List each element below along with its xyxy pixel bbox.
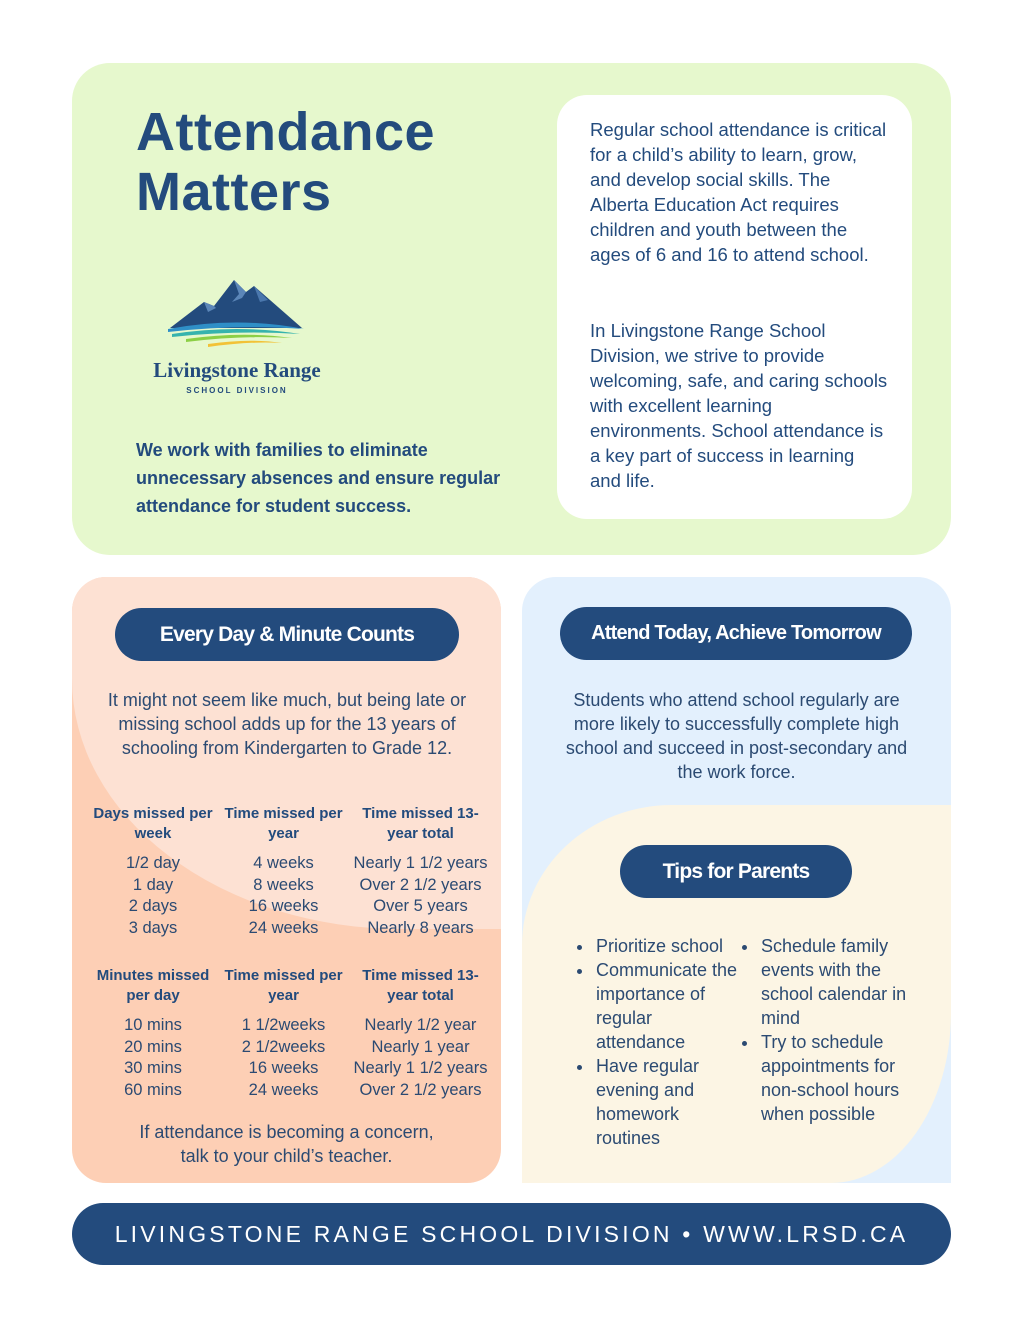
division-logo [142,272,342,402]
footer-banner: LIVINGSTONE RANGE SCHOOL DIVISION • WWW.LRSD.CA [72,1203,951,1265]
table-cell: 4 weeks [253,854,314,872]
table-header: Time missed per year [224,967,343,1004]
table-cell: 60 mins [124,1080,182,1099]
table-cell: Nearly 1 1/2 years [353,854,488,872]
table-cell: 20 mins [124,1037,182,1056]
list-item: • Schedule family events with the school calendar in mind [759,934,927,1030]
table-cell: 2 1/2weeks [241,1037,326,1056]
table-cell: 24 weeks [248,1080,319,1099]
table-cell: 1 1/2weeks [241,1016,326,1034]
tips-list-right [738,934,927,1126]
intro-paragraph-2: In Livingstone Range School Division, we strive to provide welcoming, safe, and caring schools with excellent learning environments. School attendance is a key part of success in learning and life. [590,320,888,491]
list-item: • Communicate the importance of regular attendance [594,958,744,1054]
every-day-text: It might not seem like much, but being late or missing school adds up for the 13 years of schooling from Kindergarten to Grade 12. [107,690,467,758]
table-cell: Nearly 8 years [367,918,474,937]
table-cell: 16 weeks [248,897,319,915]
table-cell: 16 weeks [248,1059,319,1077]
logo-wordmark: Livingstone Range [153,358,321,382]
list-item: • Try to schedule appointments for non-school hours when possible [759,1030,927,1126]
table-cell: 30 mins [124,1059,182,1077]
table-cell: Nearly 1 year [371,1037,470,1056]
attend-text: Students who attend school regularly are more likely to successfully complete high school and succeed in post-secondary and the work force. [565,690,908,782]
table-cell: 10 mins [124,1016,182,1034]
concern-note: If attendance is becoming a concern, talk to your child’s teacher. [139,1122,434,1166]
every-day-card [72,577,501,1183]
table-cell: Over 5 years [373,897,468,915]
table-cell: 1/2 day [125,854,181,872]
list-item: • Have regular evening and homework routines [594,1054,744,1150]
table-header: Minutes missed per day [96,967,210,1004]
table-cell: Nearly 1 1/2 years [353,1059,488,1077]
mountain-logo-icon [142,272,332,352]
tips-heading: Tips for Parents [620,845,852,898]
attend-heading: Attend Today, Achieve Tomorrow [560,607,912,660]
logo-subtitle: SCHOOL DIVISION [186,386,288,395]
table-cell: Nearly 1/2 year [364,1016,477,1034]
list-item: • Prioritize school [594,934,744,958]
table-cell: 2 days [128,897,178,915]
table-header: Days missed per week [93,805,213,842]
attendance-table-minutes [90,966,490,1101]
achieve-card [522,577,951,1183]
tips-list-left [573,934,744,1150]
page-title [136,102,435,222]
table-cell: 8 weeks [253,875,314,894]
table-header: Time missed per year [224,805,343,842]
table-cell: 3 days [128,918,178,937]
intro-paragraph-1: Regular school attendance is critical for a child’s ability to learn, grow, and develop social skills. The Alberta Education Act requires children and youth between the ages of 6 and 16 to attend school. [590,119,887,265]
tagline: We work with families to eliminate unnecessary absences and ensure regular attendance for student success. [136,440,501,516]
title-line-2: Matters [136,162,332,222]
every-day-heading: Every Day & Minute Counts [115,608,459,661]
table-cell: 24 weeks [248,918,319,937]
table-cell: Over 2 1/2 years [359,1080,482,1099]
table-header: Time missed 13-year total [362,805,479,842]
title-line-1: Attendance [136,102,436,162]
table-cell: Over 2 1/2 years [359,875,482,894]
attendance-table-days [90,804,490,939]
intro-text-box [557,95,912,519]
table-cell: 1 day [132,875,174,894]
table-header: Time missed 13-year total [362,967,479,1004]
